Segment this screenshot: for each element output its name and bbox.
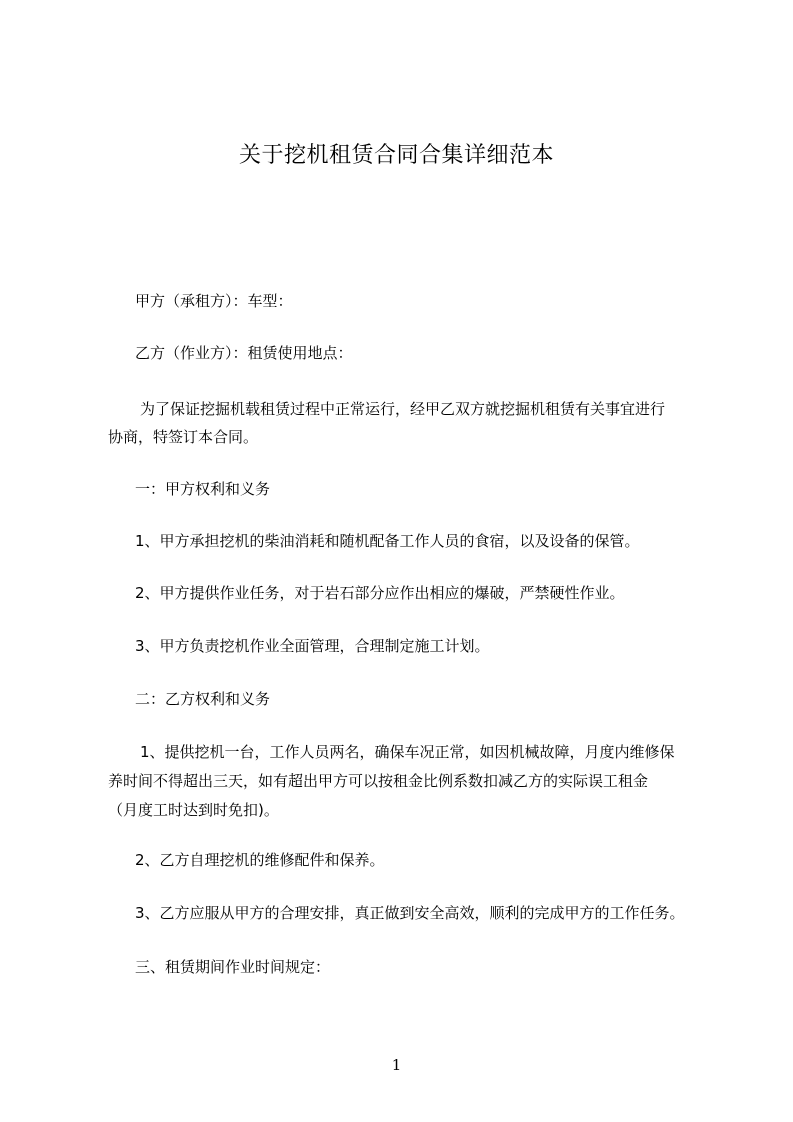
section-3-heading: 三、租赁期间作业时间规定：	[135, 958, 331, 976]
page-number: 1	[391, 1056, 402, 1074]
intro-paragraph-line-2: 协商，特签订本合同。	[108, 428, 259, 446]
section-2-item-1-line-2: 养时间不得超出三天，如有超出甲方可以按租金比例系数扣减乙方的实际误工租金	[108, 772, 649, 790]
section-1-heading: 一：甲方权利和义务	[135, 480, 271, 498]
section-1-item-3: 3、甲方负责挖机作业全面管理，合理制定施工计划。	[135, 637, 490, 655]
section-2-item-2: 2、乙方自理挖机的维修配件和保养。	[135, 851, 385, 869]
section-1-item-2: 2、甲方提供作业任务，对于岩石部分应作出相应的爆破，严禁硬性作业。	[135, 584, 625, 602]
intro-paragraph-line-1: 为了保证挖掘机载租赁过程中正常运行，经甲乙双方就挖掘机租赁有关事宜进行	[140, 400, 666, 418]
party-a-line: 甲方（承租方）：车型：	[135, 292, 293, 310]
document-title: 关于挖机租赁合同合集详细范本	[238, 143, 554, 168]
party-b-line: 乙方（作业方）：租赁使用地点：	[135, 344, 353, 362]
section-2-item-1-line-1: 1、提供挖机一台，工作人员两名，确保车况正常，如因机械故障，月度内维修保	[140, 743, 675, 761]
section-2-heading: 二：乙方权利和义务	[135, 690, 271, 708]
section-1-item-1: 1、甲方承担挖机的柴油消耗和随机配备工作人员的食宿，以及设备的保管。	[135, 532, 640, 550]
section-2-item-3: 3、乙方应服从甲方的合理安排，真正做到安全高效，顺利的完成甲方的工作任务。	[135, 904, 685, 922]
section-2-item-1-line-3: （月度工时达到时免扣)。	[108, 801, 279, 819]
